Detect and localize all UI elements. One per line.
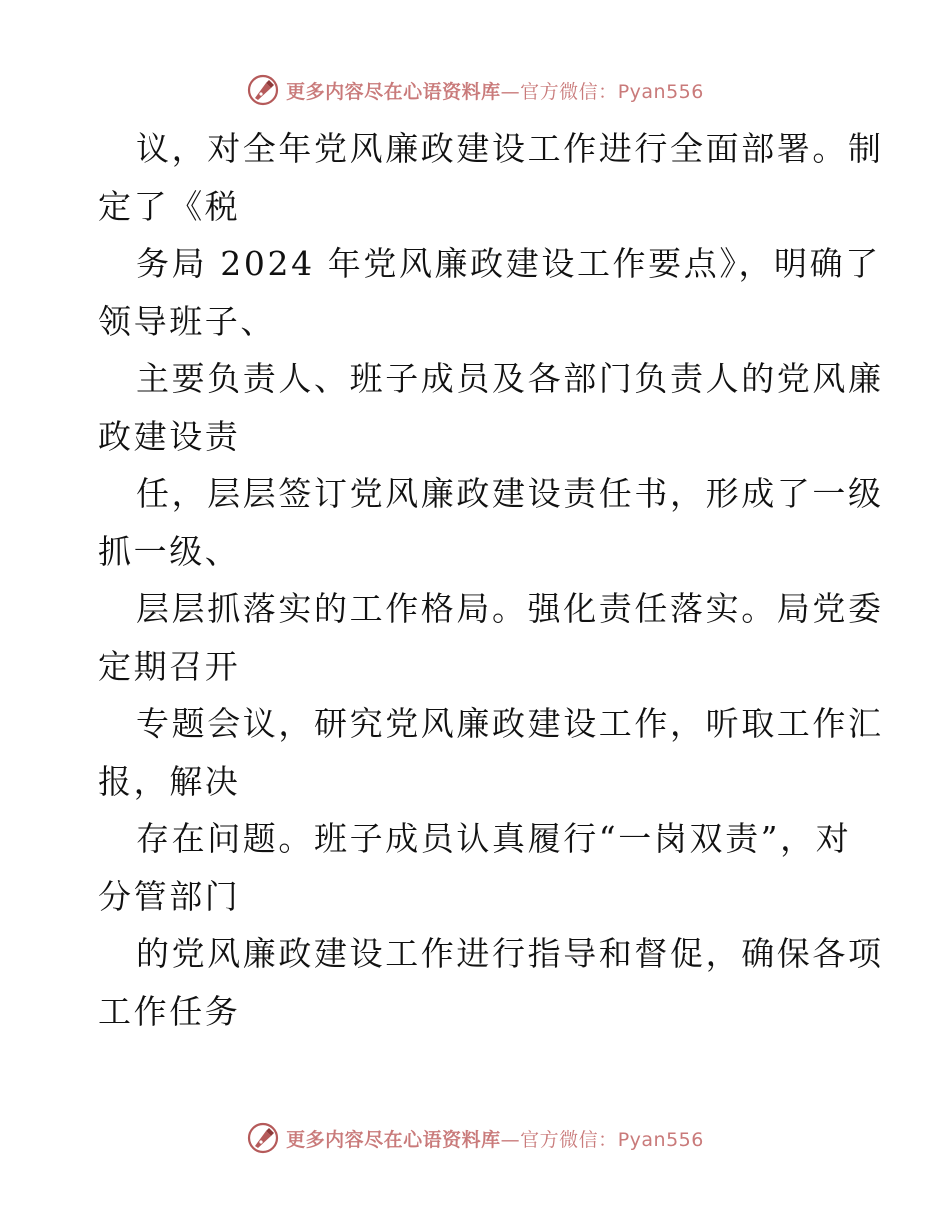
banner-brand: 更多内容尽在心语资料库 (286, 1128, 501, 1151)
text-line: 任，层层签订党风廉政建设责任书，形成了一级 (136, 474, 884, 513)
banner-text (286, 1125, 704, 1152)
pen-nib-logo-icon (246, 1121, 280, 1155)
text-line: 层层抓落实的工作格局。强化责任落实。局党委 (136, 589, 884, 628)
footer-banner (0, 1118, 950, 1158)
banner-separator: — (500, 1128, 521, 1151)
text-line: 报，解决 (98, 761, 241, 801)
text-line: 定了《税 (98, 186, 241, 226)
text-line: 议，对全年党风廉政建设工作进行全面部署。制 (136, 129, 884, 168)
header-banner (0, 70, 950, 110)
text-line: 存在问题。班子成员认真履行“一岗双责”，对 (136, 819, 852, 858)
text-line: 领导班子、 (98, 301, 276, 341)
text-line: 分管部门 (98, 876, 241, 916)
text-line: 的党风廉政建设工作进行指导和督促，确保各项 (136, 934, 884, 973)
text-line: 政建设责 (98, 416, 241, 456)
pen-nib-logo-icon (246, 73, 280, 107)
banner-wechat-id: Pyan556 (617, 80, 704, 103)
text-line: 务局 2024 年党风廉政建设工作要点》，明确了 (136, 244, 881, 283)
banner-wechat-label: 官方微信： (520, 80, 618, 103)
banner-brand: 更多内容尽在心语资料库 (286, 80, 501, 103)
text-line: 抓一级、 (98, 531, 241, 571)
text-line: 主要负责人、班子成员及各部门负责人的党风廉 (136, 359, 884, 398)
text-line: 定期召开 (98, 646, 241, 686)
text-line: 工作任务 (98, 991, 241, 1031)
banner-wechat-label: 官方微信： (520, 1128, 618, 1151)
banner-wechat-id: Pyan556 (617, 1128, 704, 1151)
banner-separator: — (500, 80, 521, 103)
banner-text (286, 77, 704, 104)
text-line: 专题会议，研究党风廉政建设工作，听取工作汇 (136, 704, 884, 743)
document-body (98, 120, 884, 1040)
